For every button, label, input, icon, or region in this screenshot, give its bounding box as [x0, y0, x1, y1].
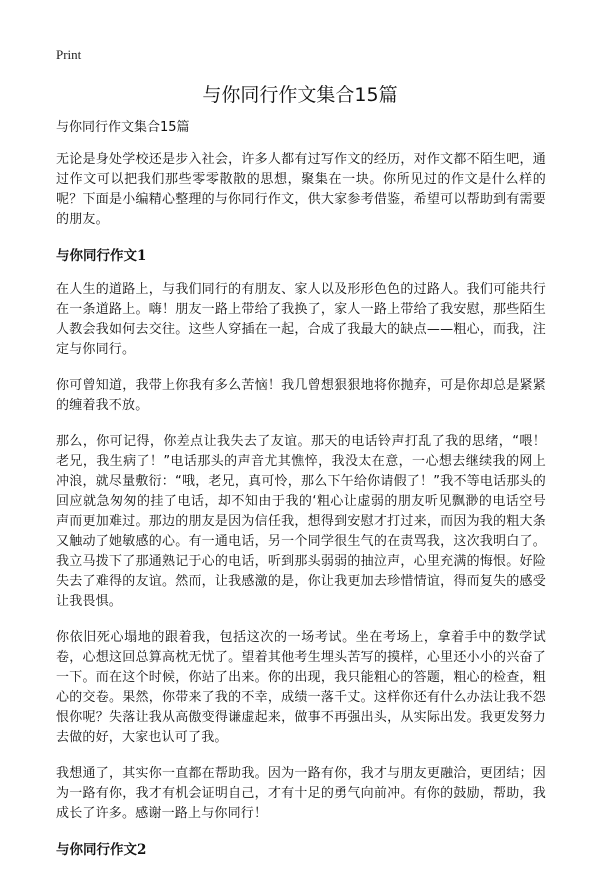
section-1-paragraph-3: 那么，你可记得，你差点让我失去了友谊。那天的电话铃声打乱了我的思绪，“喂！老兄，我生病了！”电话那头的声音尤其憔悴，我没太在意，一心想去继续我的网上冲浪，就尽量敷衍：“哦，老兄，真可怜，那么下午给你请假了！”我不等电话那头的回应就急匆匆的挂了电话，却不知由于我的‘粗心让虚弱的朋友听见飘渺的电话空号声而更加难过。那边的朋友是因为信任我，想得到安慰才打过来，而因为我的粗大条又触动了她敏感的心。有一通电话，另一个同学很生气的在责骂我，这次我明白了。我立马拨下了那通熟记于心的电话，听到那头弱弱的抽泣声，心里充满的悔恨。好险失去了难得的友谊。然而，让我感激的是，你让我更加去珍惜情谊，得而复失的感受让我畏惧。 [56, 434, 546, 609]
article-subtitle: 与你同行作文集合15篇 [56, 120, 190, 135]
section-heading-2: 与你同行作文2 [56, 842, 147, 858]
print-link[interactable]: Print [56, 47, 82, 62]
page-title: 与你同行作文集合15篇 [202, 84, 398, 106]
section-1-paragraph-1: 在人生的道路上，与我们同行的有朋友、家人以及形形色色的过路人。我们可能共行在一条道路上。嗨！朋友一路上带给了我换了，家人一路上带给了我安慰，那些陌生人教会我如何去交往。这些人穿插在一起，合成了我最大的缺点——粗心，而我，注定与你同行。 [56, 282, 546, 357]
section-1-paragraph-4: 你依旧死心塌地的跟着我，包括这次的一场考试。坐在考场上，拿着手中的数学试卷，心想这回总算高枕无忧了。望着其他考生埋头苦写的摸样，心里还小小的兴奋了一下。而在这个时候，你站了出来。你的出现，我只能粗心的答题，粗心的检查，粗心的交卷。果然，你带来了我的不幸，成绩一落千丈。这样你还有什么办法让我不怨恨你呢？失落让我从高傲变得谦虚起来，做事不再强出头，从实际出发。我更发努力去做的好，大家也认可了我。 [56, 630, 546, 745]
section-1-paragraph-5: 我想通了，其实你一直都在帮助我。因为一路有你，我才与朋友更融洽，更团结；因为一路有你，我才有机会证明自己，才有十足的勇气向前冲。有你的鼓励，帮助，我成长了许多。感谢一路上与你同行！ [56, 766, 546, 821]
section-heading-1: 与你同行作文1 [56, 248, 147, 264]
article-body [56, 118, 546, 874]
intro-paragraph: 无论是身处学校还是步入社会，许多人都有过写作文的经历，对作文都不陌生吧，通过作文可以把我们那些零零散散的思想，聚集在一块。你所见过的作文是什么样的呢？下面是小编精心整理的与你同行作文，供大家参考借鉴，希望可以帮助到有需要的朋友。 [56, 152, 546, 227]
section-1-paragraph-2: 你可曾知道，我带上你我有多么苦恼！我几曾想狠狠地将你抛弃，可是你却总是紧紧的缠着我不放。 [56, 378, 546, 413]
